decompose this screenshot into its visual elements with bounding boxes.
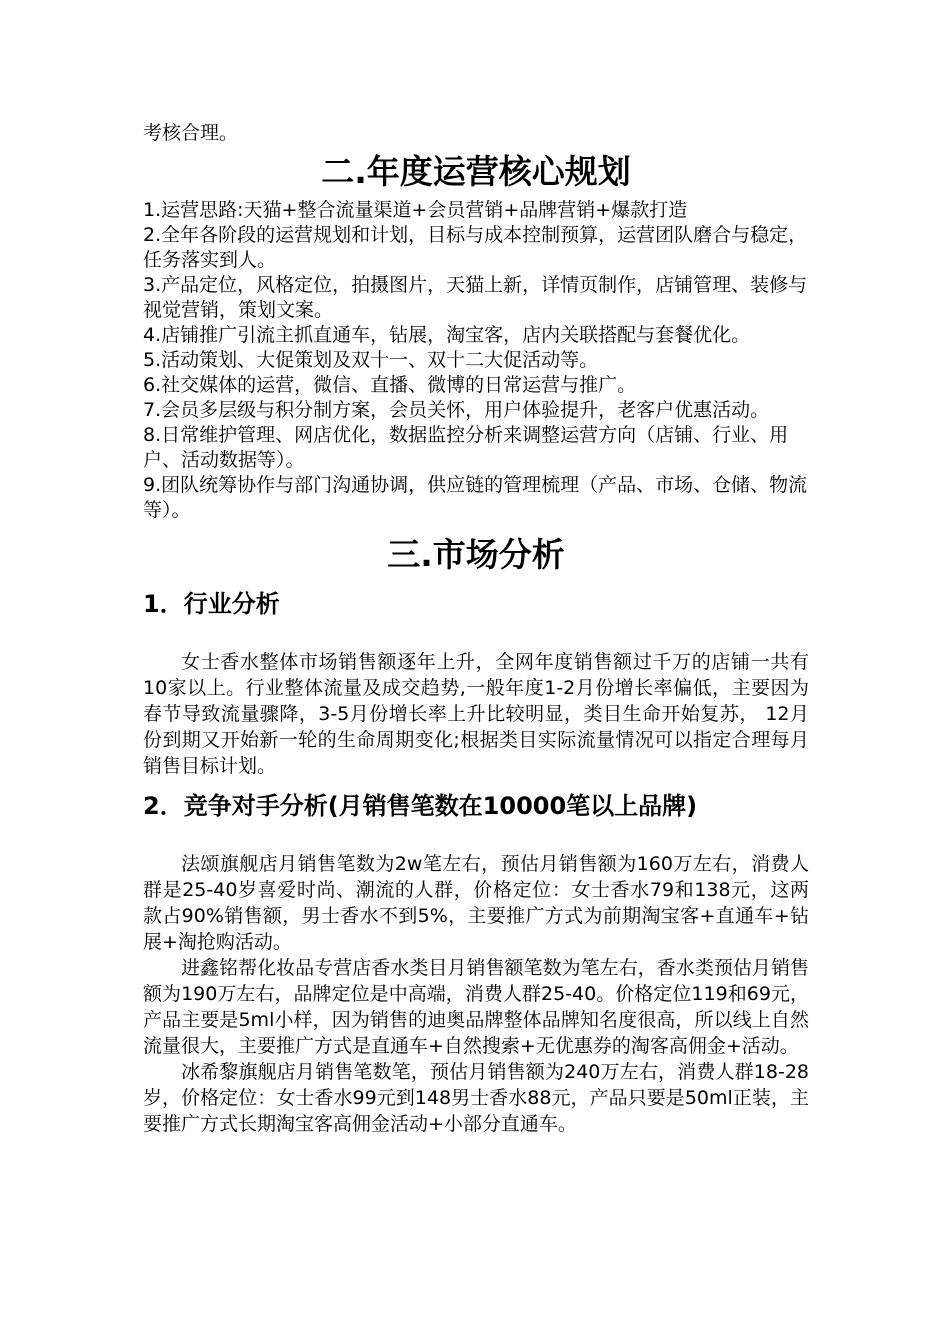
list-item: 9.团队统筹协作与部门沟通协调，供应链的管理梳理（产品、市场、仓储、物流等）。 [143, 474, 808, 521]
operations-plan-list [143, 198, 809, 523]
list-item: 8.日常维护管理、网店优化，数据监控分析来调整运营方向（店铺、行业、用户、活动数据等）。 [143, 424, 789, 471]
list-item: 2.全年各阶段的运营规划和计划，目标与成本控制预算，运营团队磨合与稳定，任务落实到人。 [143, 224, 808, 271]
document-page [143, 120, 809, 1137]
competitor-paragraph-bingxili: 冰希黎旗舰店月销售笔数笔，预估月销售额为240万左右，消费人群18-28岁，价格定位：女士香水99元到148男士香水88元，产品只要是50ml正装，主要推广方式长期淘宝客高佣金活动+小部分直通车。 [143, 1061, 809, 1135]
list-item: 7.会员多层级与积分制方案，会员关怀，用户体验提升，老客户优惠活动。 [143, 399, 770, 421]
industry-analysis-paragraph: 女士香水整体市场销售额逐年上升，全网年度销售额过千万的店铺一共有10家以上。行业整体流量及成交趋势,一般年度1-2月份增长率偏低，主要因为春节导致流量骤降，3-5月份增长率上升比较明显，类目生命开始复苏， 12月份到期又开始新一轮的生命周期变化;根据类目实际流量情况可以指定合理每月销售目标计划。 [143, 651, 809, 777]
continued-text: 考核合理。 [143, 122, 239, 144]
competitor-paragraph-xinmingbang: 进鑫铭帮化妆品专营店香水类目月销售额笔数为笔左右，香水类预估月销售额为190万左右，品牌定位是中高端，消费人群25-40。价格定位119和69元，产品主要是5ml小样，因为销售的迪奥品牌整体品牌知名度很高，所以线上自然流量很大，主要推广方式是直通车+自然搜索+无优惠券的淘客高佣金+活动。 [143, 957, 809, 1057]
list-item: 5.活动策划、大促策划及双十一、双十二大促活动等。 [143, 349, 599, 371]
competitor-paragraph-fasong: 法颂旗舰店月销售笔数为2w笔左右，预估月销售额为160万左右，消费人群是25-40岁喜爱时尚、潮流的人群，价格定位：女士香水79和138元，这两款占90%销售额，男士香水不到5%，主要推广方式为前期淘宝客+直通车+钻展+淘抢购活动。 [143, 853, 809, 953]
list-item: 6.社交媒体的运营，微信、直播、微博的日常运营与推广。 [143, 374, 637, 396]
section-two-title: 二.年度运营核心规划 [321, 152, 631, 191]
industry-analysis-heading: 1．行业分析 [143, 590, 280, 618]
list-item: 3.产品定位，风格定位，拍摄图片，天猫上新，详情页制作，店铺管理、装修与视觉营销，策划文案。 [143, 274, 808, 321]
section-three-title: 三.市场分析 [387, 535, 565, 574]
list-item: 4.店铺推广引流主抓直通车，钻展，淘宝客，店内关联搭配与套餐优化。 [143, 324, 751, 346]
list-item: 1.运营思路:天猫+整合流量渠道+会员营销+品牌营销+爆款打造 [143, 199, 688, 221]
competitor-analysis-heading: 2．竞争对手分析(月销售笔数在10000笔以上品牌) [143, 792, 698, 820]
